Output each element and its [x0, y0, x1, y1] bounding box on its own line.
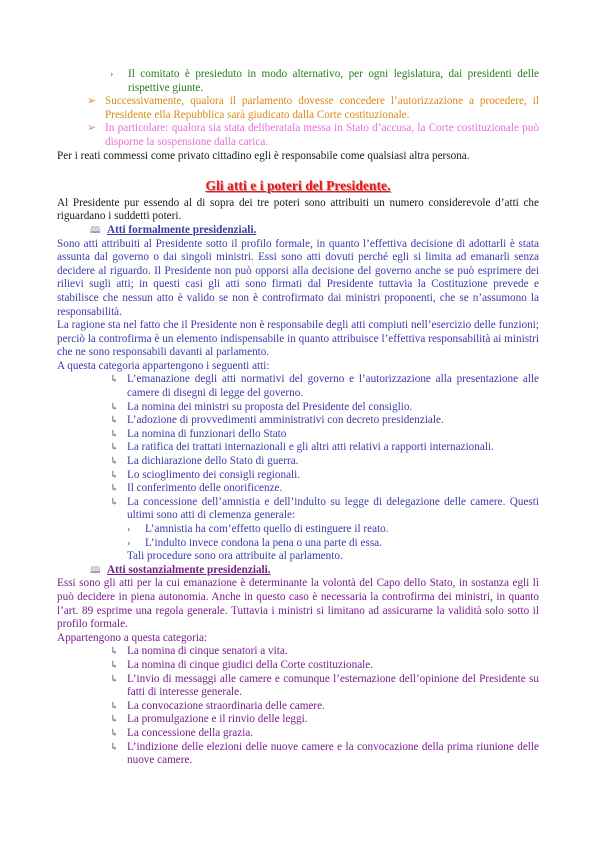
list-item-text: L’adozione di provvedimenti amministrativi con decreto presidenziale. — [127, 414, 444, 427]
intro-closing-paragraph: Per i reati commessi come privato cittadino egli è responsabile come qualsiasi altra persona. — [57, 149, 470, 162]
sub-list-item-text: L’amnistia ha com’effetto quello di estinguere il reato. — [145, 523, 389, 535]
sub-list-item-text: L’indulto invece condona la pena o una parte di essa. — [145, 536, 382, 549]
list-item — [57, 401, 539, 415]
intro-item-suspension — [57, 122, 539, 149]
arrow-icon: ↳ — [110, 659, 119, 671]
book-icon: 🕮 — [90, 564, 101, 575]
list-item — [57, 713, 539, 727]
list-item-text: La concessione della grazia. — [127, 726, 254, 739]
arrowhead-bullet-icon: ➢ — [87, 95, 97, 108]
list-item — [57, 741, 539, 768]
list-item — [57, 700, 539, 714]
section-title: Gli atti e i poteri del Presidente. — [205, 178, 391, 194]
arrow-icon: ↳ — [110, 415, 119, 427]
section2-list-intro: Appartengono a questa categoria: — [57, 631, 208, 644]
list-item-text: La nomina di funzionari dello Stato — [127, 427, 287, 440]
intro-item-text: Successivamente, qualora il parlamento dovesse concedere l’autorizzazione a procedere, il Presidente ella Repubblica sarà giudicato dalla Corte costituzionale. — [105, 95, 539, 121]
list-item-text: L’invio di messaggi alle camere e comunque l’esternazione dell’opinione del Presidente su fatti di interesse generale. — [127, 672, 539, 699]
intro-item-authorization — [57, 95, 539, 122]
list-item — [57, 373, 539, 400]
section1-paragraph-2: La ragione sta nel fatto che il Presidente non è responsabile degli atti compiuti nell’esercizio delle funzioni; perciò la controfirma è un elemento indispensabile in quanto attribuisce l’effettiva responsabilità ai ministri che ne sono responsabili davanti al parlamento. — [57, 319, 539, 359]
list-item-text: La promulgazione e il rinvio delle leggi. — [127, 713, 308, 726]
arrow-icon: ↳ — [110, 714, 119, 726]
arrow-icon: ↳ — [110, 442, 119, 454]
arrow-icon: ↳ — [110, 483, 119, 495]
list-item — [57, 441, 539, 455]
list-item — [57, 428, 539, 442]
section1-paragraph-1: Sono atti attribuiti al Presidente sotto il profilo formale, in quanto l’effettiva decisione di adottarli è stata assunta dal governo o dai singoli ministri. Essi sono atti dovuti perché egli si limita ad emanarli senza decidere al riguardo. Il Presidente non può opporsi alla decisione del governo anche se può esprimere dei rilievi sugli atti; in questi casi gli atti sono firmati dal Presidente tuttavia la Costituzione prevede e stabilisce che nessun atto è valido se non è controfirmato dai ministri proponenti, che se n’assumono la responsabilità. — [57, 237, 539, 318]
arrow-icon: ↳ — [110, 741, 119, 753]
list-item — [57, 496, 539, 523]
list-item — [57, 659, 539, 673]
arrowhead-bullet-icon: ➢ — [87, 122, 97, 135]
list-item-text: La dichiarazione dello Stato di guerra. — [127, 455, 299, 468]
list-item — [57, 455, 539, 469]
book-icon: 🕮 — [90, 224, 101, 235]
chevron-icon: › — [127, 537, 131, 549]
document-page — [57, 68, 539, 768]
arrow-icon: ↳ — [110, 700, 119, 712]
list-item — [57, 727, 539, 741]
section1-list-intro: A questa categoria appartengono i seguenti atti: — [57, 359, 270, 372]
section1-tail: Tali procedure sono ora attribuite al parlamento. — [127, 550, 343, 563]
section2-heading-text: Atti sostanzialmente presidenziali. — [107, 563, 271, 576]
arrow-icon: ↳ — [110, 646, 119, 658]
lead-paragraph: Al Presidente pur essendo al di sopra dei tre poteri sono attribuiti un numero considerevole d’atti che riguardano i suddetti poteri. — [57, 196, 539, 223]
list-item-text: L’indizione delle elezioni delle nuove camere e la convocazione della prima riunione delle nuove camere. — [127, 740, 539, 767]
list-item-text: La nomina di cinque giudici della Corte costituzionale. — [127, 658, 374, 671]
arrow-icon: ↳ — [110, 456, 119, 468]
list-item-text: La nomina di cinque senatori a vita. — [127, 645, 288, 658]
list-item — [57, 673, 539, 700]
list-item — [57, 482, 539, 496]
arrow-icon: ↳ — [110, 496, 119, 508]
intro-item-committee — [57, 68, 539, 95]
section1-list — [57, 373, 539, 563]
intro-item-text: Il comitato è presieduto in modo alternativo, per ogni legislatura, dai presidenti delle rispettive giunte. — [128, 68, 539, 94]
list-item-text: La concessione dell’amnistia e dell’indulto su legge di delegazione delle camere. Questi ultimi sono atti di clemenza generale: — [127, 495, 539, 522]
list-item-text: Il conferimento delle onorificenze. — [127, 482, 283, 495]
list-item-text: La convocazione straordinaria delle camere. — [127, 699, 325, 712]
list-item — [57, 469, 539, 483]
section2-paragraph-1: Essi sono gli atti per la cui emanazione è determinante la volontà del Capo dello Stato, in sostanza egli lì può decidere in piena autonomia. Anche in questo caso è necessaria la controfirma dei ministri, in quanto l’art. 89 esprime una regola generale. Tuttavia i ministri si limitano ad assicurarne la validità solo sotto il profilo formale. — [57, 577, 539, 631]
list-item-text: La ratifica dei trattati internazionali e gli altri atti relativi a rapporti internazionali. — [127, 441, 494, 454]
list-item — [57, 414, 539, 428]
arrow-icon: ↳ — [110, 727, 119, 739]
list-item-text: La nomina dei ministri su proposta del Presidente del consiglio. — [127, 400, 413, 413]
arrow-icon: ↳ — [110, 401, 119, 413]
section1-heading-text: Atti formalmente presidenziali. — [107, 223, 257, 236]
section1-heading — [57, 224, 539, 238]
chevron-icon: › — [127, 524, 131, 535]
list-item-text: L’emanazione degli atti normativi del governo e l’autorizzazione alla presentazione alle camere di disegni di legge del governo. — [127, 373, 539, 400]
chevron-icon: › — [110, 69, 114, 80]
arrow-icon: ↳ — [110, 428, 119, 440]
sub-list-item — [57, 523, 539, 537]
sub-list-item — [57, 537, 539, 551]
arrow-icon: ↳ — [110, 673, 119, 685]
list-item-text: Lo scioglimento dei consigli regionali. — [127, 468, 301, 481]
section2-list — [57, 645, 539, 767]
intro-item-text: In particolare: qualora sia stata deliberatala messa in Stato d’accusa, la Corte costituzionale può disporne la sospensione dalla carica. — [105, 122, 539, 148]
arrow-icon: ↳ — [110, 374, 119, 386]
arrow-icon: ↳ — [110, 469, 119, 481]
list-item — [57, 645, 539, 659]
section2-heading — [57, 564, 539, 578]
